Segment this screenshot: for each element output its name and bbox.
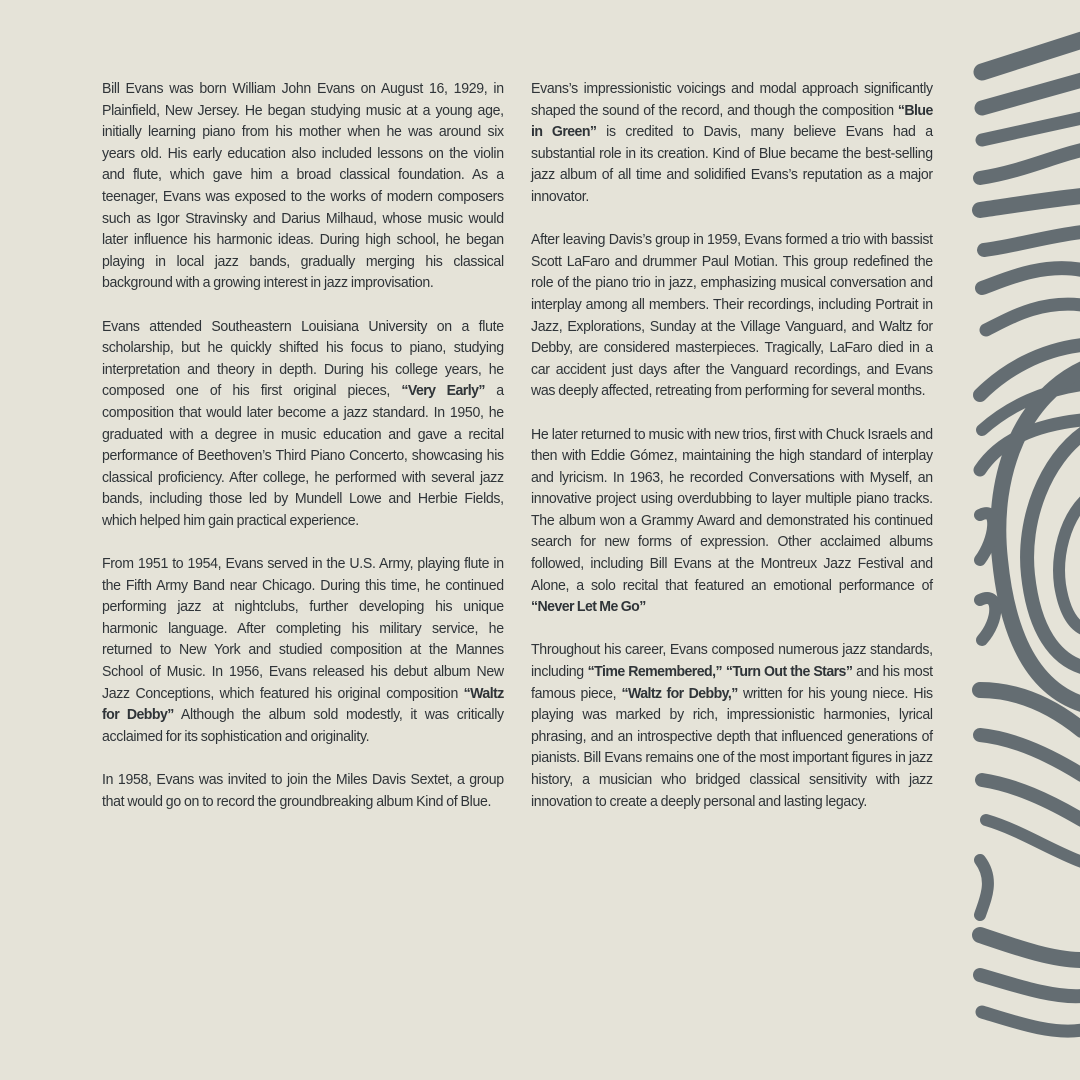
right-column [531,78,933,812]
text-run: Although the album sold modestly, it was critically acclaimed for its sophistication and originality. [102,706,504,745]
song-title-blue-in-green: “Blue in Green” [531,101,933,141]
song-title-turn-out-the-stars: “Turn Out the Stars” [725,663,853,681]
song-title-waltz-for-debby: “Waltz for Debby,” [621,684,738,702]
paragraph-college [102,316,504,532]
song-title-time-remembered: “Time Remembered,” [587,663,722,681]
text-run: a composition that would later become a jazz standard. In 1950, he graduated with a degree in music education and gave a recital performance of Beethoven’s Third Piano Concerto, showcasing his classical proficiency. After college, he performed with several jazz bands, including those led by Mundell Lowe and Herbie Fields, which helped him gain practical experience. [102,382,504,529]
paragraph-miles-davis: In 1958, Evans was invited to join the Miles Davis Sextet, a group that would go on to record the groundbreaking album Kind of Blue. [102,771,504,810]
song-title-never-let-me-go: “Never Let Me Go” [531,598,646,616]
text-run: Evans’s impressionistic voicings and modal approach significantly shaped the sound of the record, and though the composition [531,80,933,119]
left-column [102,78,504,812]
text-run: Evans attended Southeastern Louisiana University on a flute scholarship, but he quickly shifted his focus to piano, studying interpretation and theory in depth. During his college years, he composed one of his first original pieces, [102,317,504,400]
text-run: Throughout his career, Evans composed numerous jazz standards, including [531,641,933,681]
text-run: and his most famous piece, [531,663,933,702]
song-title-very-early: “Very Early” [401,382,485,400]
text-run: He later returned to music with new trios, first with Chuck Israels and then with Eddie Gómez, maintaining the high standard of interplay and lyricism. In 1963, he recorded Conversations with Myself, an innovative project using overdubbing to layer multiple piano tracks. The album won a Grammy Award and demonstrated his continued search for new forms of expression. Other acclaimed albums followed, including Bill Evans at the Montreux Jazz Festival and Alone, a solo recital that featured an emotional performance of [531,425,933,594]
paragraph-kind-of-blue [531,78,933,208]
paragraph-early-life: Bill Evans was born William John Evans on August 16, 1929, in Plainfield, New Jersey. He began studying music at a young age, initially learning piano from his mother when he was around six years old. His early education also included lessons on the violin and flute, which gave him a broad classical foundation. As a teenager, Evans was exposed to the works of modern composers such as Igor Stravinsky and Darius Milhaud, whose music would later influence his harmonic ideas. During high school, he began playing in local jazz bands, gradually merging his classical background with a growing interest in jazz improvisation. [102,80,504,292]
paragraph-army [102,553,504,747]
text-run: From 1951 to 1954, Evans served in the U.S. Army, playing flute in the Fifth Army Band near Chicago. During this time, he continued performing jazz at nightclubs, further developing his unique harmonic language. After completing his military service, he returned to New York and studied composition at the Mannes School of Music. In 1956, Evans released his debut album New Jazz Conceptions, which featured his original composition [102,555,504,702]
wave-pattern-decoration [960,0,1080,1080]
text-run: written for his young niece. His playing was marked by rich, impressionistic harmonies, lyrical phrasing, and an introspective depth that influenced generations of pianists. Bill Evans remains one of the most important figures in jazz history, a musician who bridged classical sensitivity with jazz innovation to create a deeply personal and lasting legacy. [531,684,933,810]
text-run: is credited to Davis, many believe Evans had a substantial role in its creation. Kind of Blue became the best-selling jazz album of all time and solidified Evans’s reputation as a major innovator. [531,123,933,205]
paragraph-legacy [531,639,933,812]
paragraph-later-career [531,424,933,618]
song-title-waltz-for-debby: “Waltz for Debby” [102,684,504,724]
paragraph-trio: After leaving Davis’s group in 1959, Evans formed a trio with bassist Scott LaFaro and drummer Paul Motian. This group redefined the role of the piano trio in jazz, emphasizing musical conversation and interplay among all members. Their recordings, including Portrait in Jazz, Explorations, Sunday at the Village Vanguard, and Waltz for Debby, are considered masterpieces. Tragically, LaFaro died in a car accident just days after the Vanguard recordings, and Evans was deeply affected, retreating from performing for several months. [531,231,933,400]
